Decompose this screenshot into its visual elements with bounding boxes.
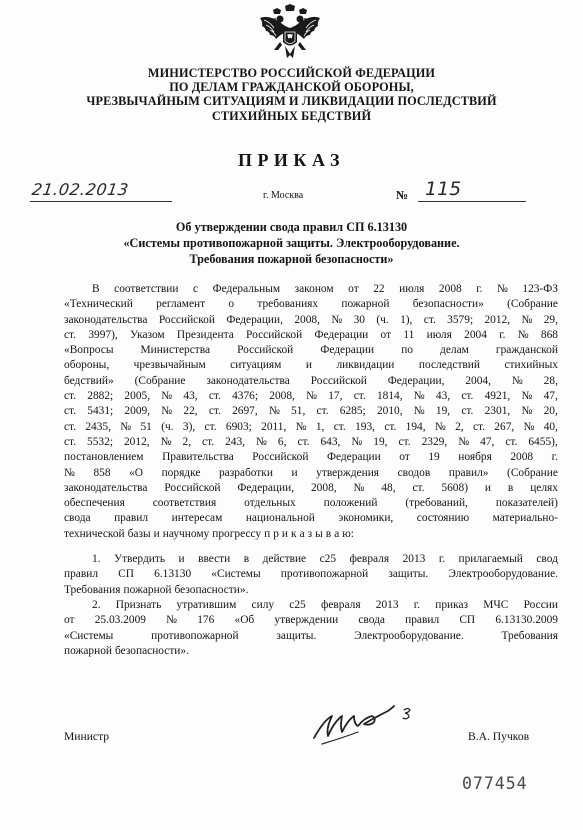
body-word: г. (551, 451, 558, 464)
paragraph-gap (64, 542, 558, 552)
order-body (64, 282, 558, 659)
body-word: № (521, 390, 533, 403)
body-line (64, 328, 558, 343)
body-word: 2882; (87, 390, 114, 403)
body-word: 6903; (225, 420, 252, 433)
order-subject (50, 220, 533, 267)
body-line (64, 496, 558, 511)
body-word: 48, (381, 481, 396, 494)
body-word: 3997), (88, 328, 118, 341)
body-word: 868 (540, 328, 558, 341)
body-word: (Собрание (134, 374, 186, 387)
body-line (64, 343, 558, 358)
body-word: с25 (289, 598, 306, 611)
body-word: Утвердить (114, 553, 166, 566)
body-word: № (521, 405, 533, 418)
body-line (64, 297, 558, 312)
body-word: № (353, 481, 365, 494)
body-word: постановлением (64, 451, 144, 464)
body-word: научному (162, 527, 210, 540)
body-word: № (295, 420, 307, 433)
body-word: Российской (158, 313, 215, 326)
body-word: Требования (64, 583, 121, 596)
body-word: 2008, (294, 313, 320, 326)
body-word: 2, (182, 435, 192, 448)
body-word: защиты. (388, 568, 429, 581)
body-word: пожарной (64, 644, 113, 657)
body-word: интересам (171, 512, 223, 525)
number-underline (418, 201, 526, 202)
body-word: Указом (130, 328, 165, 341)
body-word: Федерации (314, 328, 369, 341)
body-word: 51, (291, 405, 306, 418)
body-word: ст. (64, 328, 77, 341)
body-word: 1814, (376, 390, 403, 403)
body-word: Министерства (140, 344, 211, 357)
body-word: безопасности». (174, 583, 249, 596)
body-word: 20, (543, 405, 558, 418)
body-word: безопасности». (115, 644, 189, 657)
body-word: февраля (320, 598, 361, 611)
body-word: и (305, 359, 312, 372)
body-line (64, 466, 558, 481)
body-line (64, 435, 558, 450)
body-word: и (281, 527, 289, 540)
body-word: № (351, 435, 363, 448)
body-word: 47, (480, 435, 495, 448)
body-line (64, 613, 558, 628)
ministry-line: ЧРЕЗВЫЧАЙНЫМ СИТУАЦИЯМ И ЛИКВИДАЦИИ ПОСЛЕДСТВИЙ (86, 94, 497, 109)
body-word: в (325, 527, 332, 540)
body-word: ст. (423, 313, 436, 326)
body-word: № (161, 390, 173, 403)
body-word: материально- (492, 512, 558, 525)
body-word: правил» (448, 466, 489, 479)
double-headed-eagle-emblem (258, 4, 322, 66)
body-word: 5608) (441, 481, 468, 494)
body-word: № (521, 313, 533, 326)
body-word: № (458, 435, 470, 448)
body-word: г. (413, 598, 421, 611)
body-word: соответствия (152, 497, 217, 510)
body-word: «Системы (64, 629, 114, 642)
body-word: Признать (115, 598, 162, 611)
body-word: 2. (92, 598, 101, 611)
body-word: № (497, 283, 508, 295)
body-word: от (64, 614, 75, 627)
body-word: законодательства (206, 374, 290, 387)
body-word: 30 (353, 313, 365, 326)
body-line (64, 450, 558, 465)
body-word: обороны, (64, 359, 110, 372)
body-line (64, 598, 558, 613)
body-word: (ч. (161, 420, 174, 433)
ministry-line: ПО ДЕЛАМ ГРАЖДАНСКОЙ ОБОРОНЫ, (169, 80, 414, 95)
body-word: с25 (319, 553, 337, 566)
body-word: № (306, 390, 317, 403)
body-word: России (523, 598, 558, 611)
body-word: 193, (355, 420, 375, 433)
body-line (64, 313, 558, 328)
body-word: 6.13130.2009 (495, 614, 558, 627)
body-word: Федерации (326, 451, 381, 464)
body-word: обеспечения (64, 497, 125, 510)
body-word: к (291, 527, 297, 540)
body-word: ст. (398, 435, 411, 448)
body-word: Российской (310, 374, 367, 387)
body-word: 2008 (438, 283, 462, 295)
body-word: законом (294, 283, 334, 295)
body-word: п (264, 527, 271, 540)
ministry-line: МИНИСТЕРСТВО РОССИЙСКОЙ ФЕДЕРАЦИИ (147, 66, 436, 80)
body-word: ст. (202, 435, 215, 448)
body-word: в (243, 553, 250, 566)
body-word: ст. (461, 405, 474, 418)
body-word: ст. (208, 390, 221, 403)
body-word: 40, (543, 420, 558, 433)
body-word: № (434, 420, 446, 433)
body-word: ст. (461, 390, 474, 403)
body-word: 2013 (402, 553, 426, 566)
body-word: 6285; (339, 405, 366, 418)
body-word: № (161, 405, 173, 418)
body-word: № (331, 313, 343, 326)
body-word: а (299, 527, 305, 540)
minister-signature (308, 700, 428, 750)
body-word: 2008, (310, 481, 337, 494)
body-line (64, 552, 558, 567)
body-word: 25.03.2009 (94, 614, 146, 627)
body-word: ст. (333, 420, 346, 433)
body-word: «О (129, 466, 144, 479)
body-word: «Системы (211, 568, 261, 581)
body-word: утверждения (316, 466, 380, 479)
body-word: ст. (472, 420, 485, 433)
body-word: «Технический (64, 298, 133, 311)
body-word: от (380, 328, 392, 341)
body-word: 2010, (376, 405, 403, 418)
body-word: 4376; (232, 390, 259, 403)
body-word: ст. (384, 420, 397, 433)
body-word: г. (476, 283, 483, 295)
body-word: 123-ФЗ (522, 283, 558, 295)
body-word: 47, (543, 390, 558, 403)
body-word: (Собрание (507, 298, 558, 311)
body-word: ст. (64, 435, 77, 448)
body-line (64, 644, 558, 659)
body-word: порядке (161, 466, 201, 479)
date-underline (30, 201, 172, 202)
order-title: ПРИКАЗ (237, 150, 346, 170)
body-word: противопожарной (151, 629, 239, 642)
body-word: ст. (64, 390, 77, 403)
body-word: правил (114, 512, 149, 525)
body-word: Требования (501, 629, 558, 642)
body-word: 28, (543, 374, 558, 387)
body-word: противопожарной (280, 568, 369, 581)
document-serial-number: 077454 (462, 774, 528, 793)
body-word: пожарной (123, 583, 172, 596)
body-word: В (92, 283, 100, 295)
body-word: сводов (397, 466, 431, 479)
body-word: Российской (237, 344, 294, 357)
body-line (64, 389, 558, 404)
body-word: отдельных (244, 497, 296, 510)
body-word: № (166, 614, 178, 627)
number-sign: № (396, 188, 409, 202)
body-word: № (160, 435, 172, 448)
body-word: национальной (245, 512, 315, 525)
body-word: пожарной (341, 298, 390, 311)
body-word: Российской (164, 481, 221, 494)
body-word: ст. (316, 405, 329, 418)
body-word: Российской (252, 451, 309, 464)
body-line (64, 358, 558, 373)
body-word: 267, (494, 420, 515, 433)
body-word: 3579; (447, 313, 474, 326)
body-word: 22 (373, 283, 385, 295)
body-line (64, 583, 558, 598)
body-word: законодательства (64, 481, 148, 494)
body-word: ю: (342, 527, 354, 540)
body-word: утратившим (176, 598, 237, 611)
body-word: прилагаемый (458, 553, 523, 566)
body-line (64, 420, 558, 435)
body-word: положений (323, 497, 378, 510)
body-word: 22, (183, 405, 198, 418)
body-word: р (273, 527, 279, 540)
body-word: правил (405, 614, 440, 627)
body-word: 6.13130 (154, 568, 192, 581)
body-word: и (153, 527, 160, 540)
body-word: 19 (428, 451, 440, 464)
body-word: ситуациям (230, 359, 282, 372)
body-word: «Об (234, 614, 255, 627)
ministry-line: СТИХИЙНЫХ БЕДСТВИЙ (211, 108, 372, 123)
body-word: 43, (183, 390, 198, 403)
body-word: ст. (208, 405, 221, 418)
subject-line: Требования пожарной безопасности» (189, 251, 394, 266)
body-word: № (517, 328, 529, 341)
ministry-name (60, 66, 523, 123)
body-word: № (511, 374, 523, 387)
body-word: ликвидации (336, 359, 395, 372)
body-word: и (484, 481, 491, 494)
body-word: 643, (320, 435, 341, 448)
body-word: ст. (64, 420, 77, 433)
body-word: 6, (277, 435, 287, 448)
body-word: 2009, (124, 405, 151, 418)
body-word: г. (499, 328, 506, 341)
body-word: Федерации, (387, 374, 445, 387)
body-word: бедствий» (64, 374, 114, 387)
body-word: с (193, 283, 199, 295)
body-word: Электрооборудование. (354, 629, 464, 642)
body-word: целях (530, 481, 558, 494)
body-word: Президента (176, 328, 234, 341)
body-word: (требований, (405, 497, 468, 510)
body-word: 2008 (510, 451, 534, 464)
body-word: 4921, (484, 390, 511, 403)
body-word: Федерации, (237, 481, 295, 494)
body-word: 1), (400, 313, 413, 326)
body-word: 2011, (261, 420, 287, 433)
body-word: 2329, (421, 435, 448, 448)
body-word: 6455), (528, 435, 558, 448)
body-word: СП (118, 568, 134, 581)
body-word: 2697, (232, 405, 258, 418)
body-word: последствий (418, 359, 480, 372)
body-word: 176 (197, 614, 215, 627)
body-word: МЧС (483, 598, 509, 611)
body-word: разработки (218, 466, 273, 479)
body-word: «Вопросы (64, 344, 114, 357)
body-word: стихийных (504, 359, 558, 372)
body-word: № (64, 466, 75, 479)
body-word: (Собрание (507, 466, 558, 479)
body-word: защиты. (276, 629, 317, 642)
body-word: з (307, 527, 313, 540)
body-word: 19, (435, 405, 451, 418)
body-word: 2301, (484, 405, 511, 418)
order-number: 115 (425, 178, 462, 200)
body-word: ввести (198, 553, 231, 566)
body-word: 43, (435, 390, 451, 403)
body-word: 11 (403, 328, 415, 341)
body-word: № (120, 420, 132, 433)
body-word: силу (251, 598, 275, 611)
order-date: 21.02.2013 (30, 180, 130, 199)
body-word: № (413, 405, 425, 418)
body-word: 2013 (375, 598, 399, 611)
body-word: Федерации (320, 344, 375, 357)
body-word: февраля (349, 553, 390, 566)
body-word: о (228, 298, 235, 311)
body-word: июля (399, 283, 425, 295)
body-word: прогрессу (212, 527, 262, 540)
body-word: показателей) (495, 497, 558, 510)
body-word: № (523, 420, 535, 433)
minister-name: В.А. Пучков (468, 730, 530, 743)
body-word: 2008, (269, 390, 295, 403)
body-word: Российской (246, 328, 303, 341)
body-word: № (413, 390, 425, 403)
body-word: № (256, 435, 267, 448)
body-line (64, 567, 558, 582)
body-word: 243, (225, 435, 246, 448)
body-word: 51 (140, 420, 152, 433)
body-word: 19, (373, 435, 388, 448)
body-word: свода (358, 614, 385, 627)
subject-line: Об утверждении свода правил СП 6.13130 (175, 220, 408, 234)
body-line (64, 404, 558, 419)
body-word: действие (262, 553, 307, 566)
body-word: регламент (156, 298, 206, 311)
body-word: ы (315, 527, 323, 540)
body-word: чрезвычайным (133, 359, 206, 372)
body-word: правил (64, 568, 99, 581)
body-word: от (399, 451, 410, 464)
body-word: 2, (455, 420, 464, 433)
body-word: Федеральным (212, 283, 281, 295)
body-word: СП (459, 614, 476, 627)
body-word: 194, (405, 420, 426, 433)
body-word: законодательства (64, 313, 148, 326)
body-line (64, 629, 558, 644)
body-word: г. (438, 553, 446, 566)
body-word: свод (536, 553, 558, 566)
body-word: гражданской (495, 344, 558, 357)
body-word: № (268, 405, 280, 418)
body-line (64, 481, 558, 496)
body-word: по (401, 344, 413, 357)
body-word: ст. (204, 420, 217, 433)
body-word: 858 (93, 466, 111, 479)
body-word: ст. (297, 435, 310, 448)
body-word: июля (426, 328, 452, 341)
body-word: ст. (412, 481, 425, 494)
body-word: технической (64, 527, 125, 540)
body-line (64, 527, 558, 542)
body-line (64, 511, 558, 526)
body-word: 2012, (123, 435, 150, 448)
body-word: (ч. (376, 313, 389, 326)
body-word: ст. (353, 390, 366, 403)
body-word: соответствии (114, 283, 179, 295)
body-word: 2004 (464, 328, 487, 341)
body-word: требованиях (257, 298, 319, 311)
body-word: 2004, (465, 374, 491, 387)
body-word: безопасности» (412, 298, 484, 311)
body-word: свода (64, 512, 91, 525)
subject-line: «Системы противопожарной защиты. Электрооборудование. (123, 235, 460, 250)
body-line (64, 374, 558, 389)
body-word: 2012, (484, 313, 511, 326)
body-word: а (334, 527, 340, 540)
body-word: 1, (315, 420, 325, 433)
body-word: экономики, (338, 512, 394, 525)
body-word: ноября (458, 451, 492, 464)
body-word: приказ (435, 598, 469, 611)
body-word: состоянию (416, 512, 470, 525)
order-city: г. Москва (263, 190, 304, 201)
body-word: 29, (543, 313, 558, 326)
body-line (64, 282, 558, 297)
body-word: делам (440, 344, 469, 357)
body-word: 5431; (87, 405, 114, 418)
body-word: 3), (182, 420, 196, 433)
body-word: Правительства (162, 451, 234, 464)
body-word: от (348, 283, 359, 295)
body-word: 5532; (87, 435, 113, 448)
body-word: 2435, (85, 420, 111, 433)
body-word: 1. (92, 553, 101, 566)
body-word: 17, (328, 390, 343, 403)
body-word: 2005, (124, 390, 151, 403)
body-word: и (291, 466, 298, 479)
body-word: базы (127, 527, 151, 540)
body-word: утверждении (274, 614, 339, 627)
minister-position: Министр (64, 730, 110, 743)
body-word: Федерации, (226, 313, 283, 326)
body-word: ст. (505, 435, 518, 448)
body-word: Электрооборудование. (448, 568, 558, 581)
body-word: ст. (64, 405, 77, 418)
body-word: и (178, 553, 185, 566)
body-word: в (507, 481, 514, 494)
